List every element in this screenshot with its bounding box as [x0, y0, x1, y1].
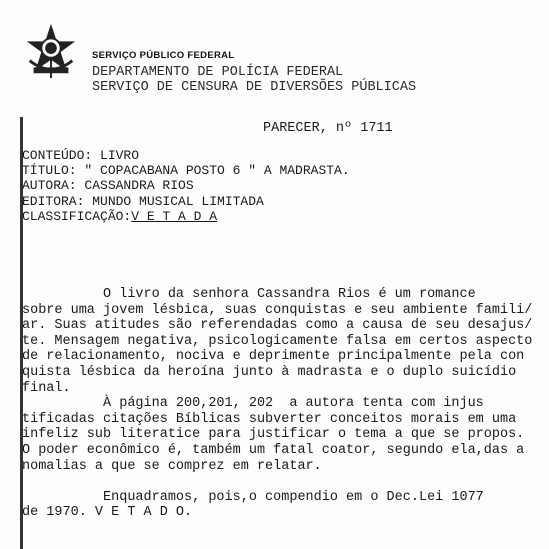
body-line: de 1970. V E T A D O.	[22, 505, 193, 521]
body-line: O poder econômico é, também um fatal coator, segundo ela,das a	[22, 442, 525, 458]
meta-conteudo: CONTEÚDO: LIVRO	[22, 148, 140, 163]
division-name: SERVIÇO DE CENSURA DE DIVERSÕES PÚBLICAS	[92, 80, 417, 95]
meta-classificacao-value: V E T A D A	[131, 208, 218, 224]
body-line: ar. Suas atitudes são referendadas como a causa de seu desajus/	[22, 318, 533, 334]
department-heading	[92, 65, 416, 95]
body-line: quista lésbica da heroína junto à madrasta e o duplo suicídio	[22, 364, 517, 380]
meta-classificacao-label: CLASSIFICAÇÃO:	[22, 208, 132, 224]
body-line: infeliz sub literatice para justificar o tema a que se propos.	[22, 427, 525, 443]
body-line: O livro da senhora Cassandra Rios é um romance	[22, 287, 476, 302]
meta-titulo: TÍTULO: " COPACABANA POSTO 6 " A MADRASTA.	[22, 163, 350, 179]
opinion-body	[22, 287, 542, 521]
meta-editora: EDITORA: MUNDO MUSICAL LIMITADA	[22, 193, 264, 209]
body-line: de relacionamento, nociva e deprimente principalmente pela con	[22, 349, 525, 365]
body-line: sobre uma jovem lésbica, suas conquistas e seu ambiente famili/	[22, 302, 533, 318]
parecer-number: PARECER, nº 1711	[263, 121, 393, 136]
service-label: SERVIÇO PÚBLICO FEDERAL	[92, 50, 235, 61]
body-line: final.	[22, 380, 71, 396]
body-line: nomalias a que se comprez em relatar.	[22, 458, 322, 474]
department-name: DEPARTAMENTO DE POLÍCIA FEDERAL	[92, 65, 344, 80]
meta-autora: AUTORA: CASSANDRA RIOS	[22, 178, 194, 194]
document-metadata	[22, 148, 350, 224]
brazil-coat-of-arms-icon	[22, 22, 80, 80]
body-line: À página 200,201, 202 a autora tenta com injus	[22, 396, 484, 412]
body-line: tificadas citações Bíblicas subverter conceitos morais em uma	[22, 411, 517, 427]
body-line: Enquadramos, pois,o compendio em o Dec.Lei 1077	[22, 489, 484, 505]
body-line: te. Mensagem negativa, psicologicamente falsa em certos aspecto	[22, 333, 533, 349]
